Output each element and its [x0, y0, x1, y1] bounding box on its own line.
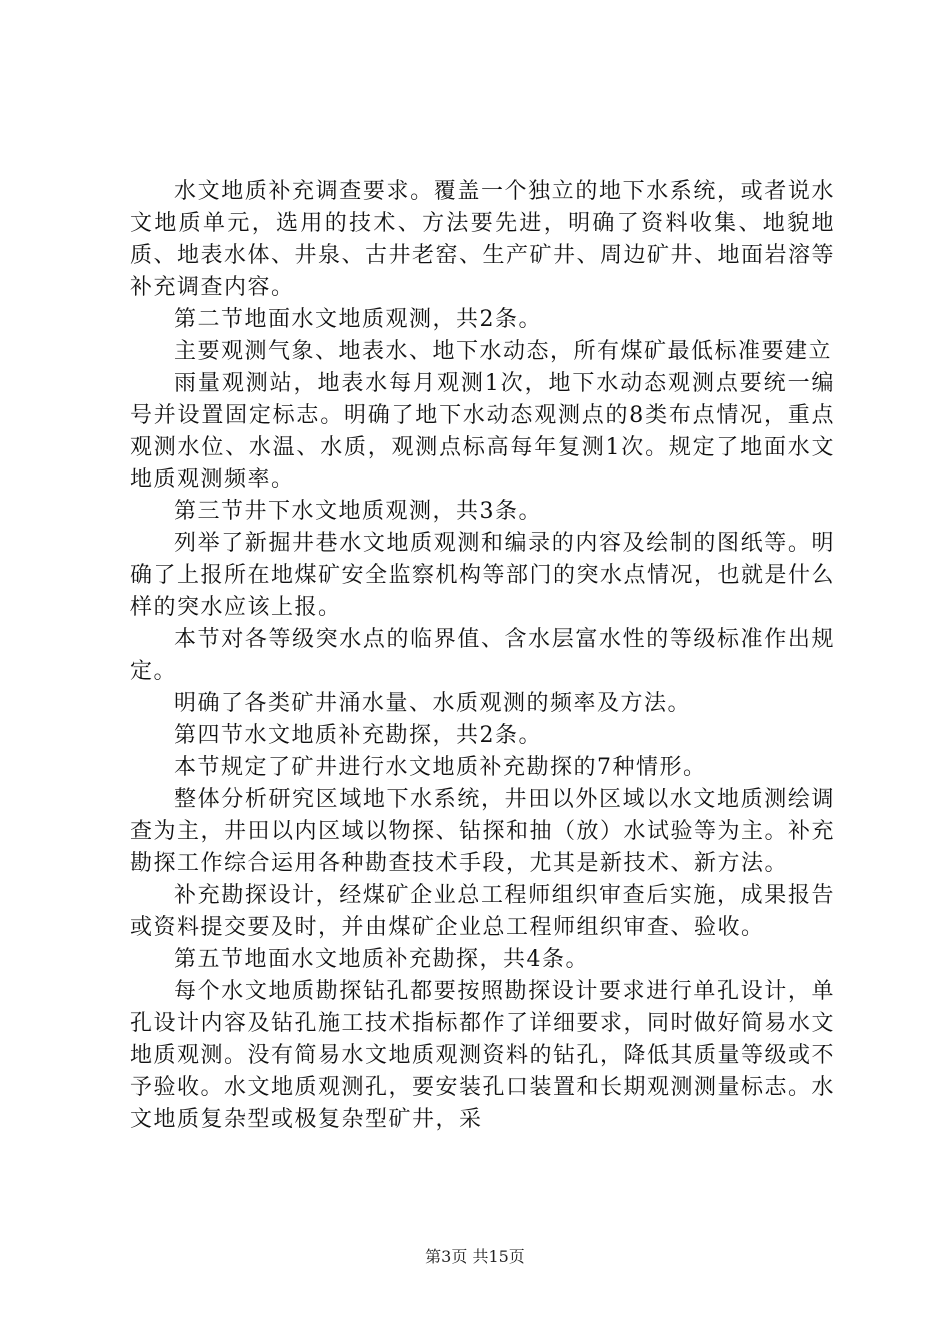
paragraph: 本节对各等级突水点的临界值、含水层富水性的等级标准作出规定。: [130, 627, 835, 684]
paragraph: 整体分析研究区域地下水系统，井田以外区域以水文地质测绘调查为主，井田以内区域以物探、钻探和抽（放）水试验等为主。补充勘探工作综合运用各种勘查技术手段，尤其是新技术、新方法。: [130, 787, 836, 876]
paragraph: 本节规定了矿井进行水文地质补充勘探的7种情形。: [174, 755, 707, 780]
paragraph: 每个水文地质勘探钻孔都要按照勘探设计要求进行单孔设计，单孔设计内容及钻孔施工技术指标都作了详细要求，同时做好简易水文地质观测。没有简易水文地质观测资料的钻孔，降低其质量等级或不予验收。水文地质观测孔，要安装孔口装置和长期观测测量标志。水文地质复杂型或极复杂型矿井，采: [130, 979, 836, 1132]
section-heading: 第四节水文地质补充勘探，共2条。: [174, 723, 542, 748]
section-heading: 第三节井下水文地质观测，共3条。: [174, 499, 542, 524]
paragraph: 补充勘探设计，经煤矿企业总工程师组织审查后实施，成果报告或资料提交要及时，并由煤矿企业总工程师组织审查、验收。: [130, 883, 835, 940]
paragraph: 雨量观测站，地表水每月观测1次，地下水动态观测点要统一编号并设置固定标志。明确了地下水动态观测点的8类布点情况，重点观测水位、水温、水质，观测点标高每年复测1次。规定了地面水文地质观测频率。: [130, 371, 835, 492]
section-heading: 第五节地面水文地质补充勘探，共4条。: [174, 947, 589, 972]
section-heading: 第二节地面水文地质观测，共2条。: [174, 307, 542, 332]
paragraph: 主要观测气象、地表水、地下水动态，所有煤矿最低标准要建立: [174, 339, 833, 364]
paragraph: 水文地质补充调查要求。覆盖一个独立的地下水系统，或者说水文地质单元，选用的技术、方法要先进，明确了资料收集、地貌地质、地表水体、井泉、古井老窑、生产矿井、周边矿井、地面岩溶等补充调查内容。: [130, 179, 836, 300]
paragraph: 列举了新掘井巷水文地质观测和编录的内容及绘制的图纸等。明确了上报所在地煤矿安全监察机构等部门的突水点情况，也就是什么样的突水应该上报。: [130, 531, 836, 620]
paragraph: 明确了各类矿井涌水量、水质观测的频率及方法。: [174, 691, 692, 716]
document-body: [130, 176, 835, 1136]
page-number-footer: 第3页 共15页: [425, 1247, 525, 1266]
